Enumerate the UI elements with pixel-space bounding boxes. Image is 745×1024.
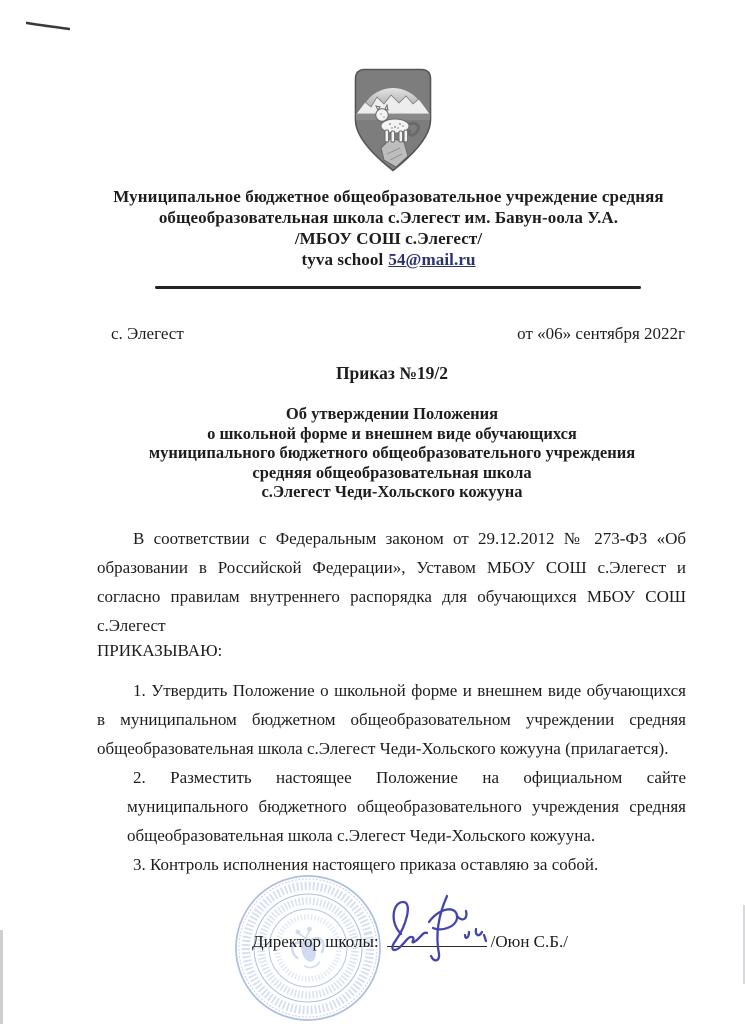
signature-name: /Оюн С.Б./ (490, 932, 568, 951)
signature-line (387, 930, 487, 947)
scan-edge-left (0, 930, 3, 1024)
order-title-line: муниципального бюджетного общеобразовательного учреждения (148, 443, 636, 462)
separator-rule (155, 286, 641, 289)
order-title-line: с.Элегест Чеди-Хольского кожууна (261, 482, 523, 501)
contact-prefix: tyva school (301, 250, 384, 269)
order-item-1: 1. Утвердить Положение о школьной форме и внешнем виде обучающихся в муниципальном бюджетном общеобразовательном учреждении средняя общеобразовательная школа с.Элегест Чеди-Хольского кожууна (прилагается). (97, 681, 686, 758)
contact-line (70, 249, 707, 270)
order-item-3: 3. Контроль исполнения настоящего приказа оставляю за собой. (133, 855, 599, 874)
order-title-line: Об утверждении Положения (285, 404, 499, 423)
org-short-name: /МБОУ СОШ с.Элегест/ (294, 229, 483, 248)
date-label: от «06» сентября 2022г (517, 324, 685, 343)
order-items (97, 676, 686, 879)
place-label: с. Элегест (111, 324, 184, 343)
org-name-line2: общеобразовательная школа с.Элегест им. Бавун-оола У.А. (158, 208, 619, 227)
org-name-line1: Муниципальное бюджетное общеобразовательное учреждение средняя (113, 187, 664, 206)
signature-row (252, 930, 568, 952)
signature-label: Директор школы: (252, 932, 379, 951)
order-title-line: средняя общеобразовательная школа (252, 462, 532, 482)
email-link[interactable]: 54@mail.ru (388, 250, 476, 269)
order-item-2: 2. Разместить настоящее Положение на официальном сайте муниципального бюджетного общеобразовательного учреждения средняя общеобразовательная школа с.Элегест Чеди-Хольского кожууна. (127, 768, 686, 845)
order-title-line: о школьной форме и внешнем виде обучающихся (207, 423, 577, 443)
directive-label: ПРИКАЗЫВАЮ: (97, 641, 223, 660)
order-number: Приказ №19/2 (335, 363, 449, 383)
school-emblem-icon (354, 68, 432, 172)
intro-paragraph: В соответствии с Федеральным законом от 29.12.2012 № 273-ФЗ «Об образовании в Российской Федерации», Уставом МБОУ СОШ с.Элегест и согласно правилам внутреннего распорядка для обучающихся МБОУ СОШ с.Элегест (97, 529, 686, 635)
signature-icon (377, 890, 495, 966)
order-title (97, 404, 687, 502)
place-date-row (97, 324, 685, 344)
document-header (70, 186, 707, 270)
scan-artifact-mark (26, 18, 70, 32)
